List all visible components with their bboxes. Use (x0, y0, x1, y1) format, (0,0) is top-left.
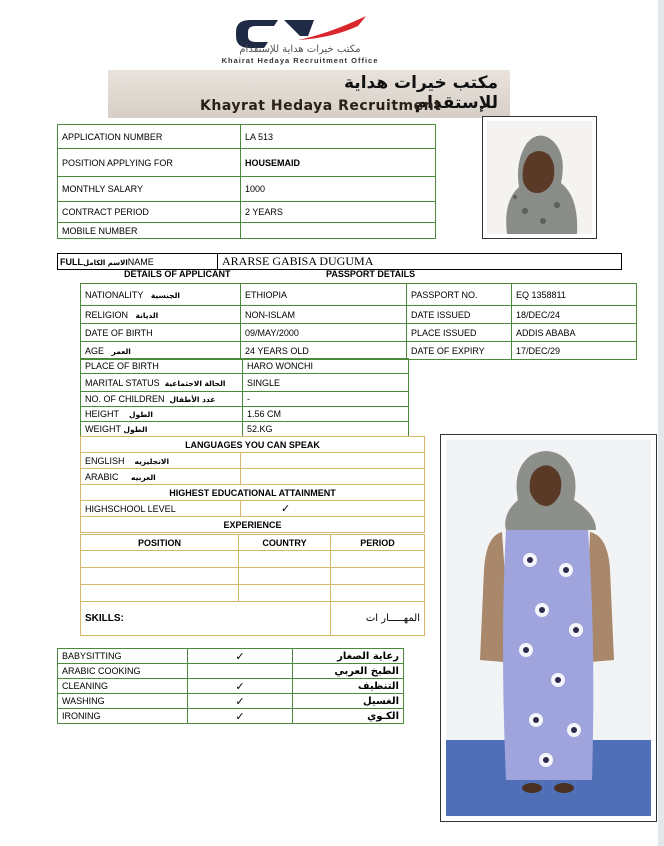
marital-label (81, 374, 243, 392)
skill-check (188, 664, 293, 679)
experience-cell (239, 585, 331, 602)
full-name-value: ARARSE GABISA DUGUMA (218, 254, 622, 270)
education-check: ✓ (241, 501, 425, 517)
skill-label: ARABIC COOKING (58, 664, 188, 679)
language-arabic-ar: العربيه (131, 472, 156, 482)
children-label (81, 392, 243, 407)
weight-label-en: WEIGHT (85, 424, 121, 434)
skill-check: ✓ (188, 679, 293, 694)
languages-experience-table (80, 436, 425, 533)
language-english-value (241, 453, 425, 469)
applicant-details-title: DETAILS OF APPLICANT (124, 269, 231, 279)
experience-country-header: COUNTRY (239, 535, 331, 551)
experience-row (81, 585, 425, 602)
full-body-image (446, 440, 651, 816)
experience-title: EXPERIENCE (81, 517, 425, 533)
full-name-label-en1: FULL (60, 256, 83, 267)
passport-details-title: PASSPORT DETAILS (326, 269, 416, 279)
skill-check: ✓ (188, 649, 293, 664)
language-english-ar: الانجليزيه (134, 456, 170, 466)
nationality-value: ETHIOPIA (241, 284, 407, 306)
details-row (81, 392, 409, 407)
religion-label-ar: الديانة (135, 310, 159, 320)
skill-label-ar: التنظيف (293, 679, 404, 694)
education-label: HIGHSCHOOL LEVEL (81, 501, 241, 517)
language-arabic-en: ARABIC (85, 471, 119, 482)
experience-cell (331, 568, 425, 585)
skills-title-ar: المهـــــار ات (331, 602, 425, 636)
skills-table (57, 648, 404, 724)
height-label (81, 407, 243, 422)
skill-row (58, 679, 404, 694)
personal-details-table (80, 358, 409, 437)
marital-label-en: MARITAL STATUS (85, 377, 160, 388)
expiry-value: 17/DEC/29 (512, 342, 637, 360)
salary-label: MONTHLY SALARY (58, 177, 241, 202)
experience-position-header: POSITION (81, 535, 239, 551)
experience-cell (331, 551, 425, 568)
banner-english-text: Khayrat Hedaya Recruitment (200, 98, 442, 114)
experience-period-header: PERIOD (331, 535, 425, 551)
application-row (58, 223, 436, 239)
languages-title: LANGUAGES YOU CAN SPEAK (81, 437, 425, 453)
full-name-table (57, 253, 622, 270)
nationality-label-ar: الجنسية (150, 290, 180, 300)
position-label: POSITION APPLYING FOR (58, 149, 241, 177)
religion-label (81, 306, 241, 324)
weight-value: 52.KG (243, 422, 409, 437)
mobile-label: MOBILE NUMBER (58, 223, 241, 239)
nationality-label (81, 284, 241, 306)
full-name-label (58, 254, 218, 270)
details-row (81, 324, 637, 342)
details-row (81, 359, 409, 374)
contract-label: CONTRACT PERIOD (58, 202, 241, 223)
date-issued-value: 18/DEC/24 (512, 306, 637, 324)
details-row (81, 342, 637, 360)
dob-value: 09/MAY/2000 (241, 324, 407, 342)
age-label-ar: العمر (111, 346, 131, 356)
skill-label: CLEANING (58, 679, 188, 694)
application-number-value: LA 513 (241, 125, 436, 149)
weight-label-ar: الطول (123, 425, 148, 434)
place-issued-label: PLACE ISSUED (407, 324, 512, 342)
experience-row (81, 568, 425, 585)
age-label (81, 342, 241, 360)
skill-row (58, 709, 404, 724)
skill-label: IRONING (58, 709, 188, 724)
experience-cell (81, 551, 239, 568)
header-banner (108, 70, 510, 118)
headshot-photo (482, 116, 597, 239)
place-issued-value: ADDIS ABABA (512, 324, 637, 342)
height-label-ar: الطول (129, 410, 153, 419)
religion-value: NON-ISLAM (241, 306, 407, 324)
religion-label-en: RELIGION (85, 309, 129, 320)
full-name-label-ar: الاسم الكامل (83, 258, 128, 267)
page-edge (658, 0, 664, 846)
age-value: 24 YEARS OLD (241, 342, 407, 360)
marital-value: SINGLE (243, 374, 409, 392)
skills-title: SKILLS: (81, 602, 331, 636)
language-row (81, 453, 425, 469)
passport-no-label: PASSPORT NO. (407, 284, 512, 306)
skill-row (58, 649, 404, 664)
application-row (58, 125, 436, 149)
details-row (81, 374, 409, 392)
skills-header-row (81, 602, 425, 636)
experience-cell (81, 585, 239, 602)
children-value: - (243, 392, 409, 407)
experience-table (80, 534, 425, 636)
language-row (81, 469, 425, 485)
skill-check: ✓ (188, 709, 293, 724)
skill-row (58, 664, 404, 679)
nationality-label-en: NATIONALITY (85, 289, 144, 300)
logo-arabic-text: مكتب خيرات هداية للإستقدام (239, 44, 361, 55)
experience-cell (239, 551, 331, 568)
education-title: HIGHEST EDUCATIONAL ATTAINMENT (81, 485, 425, 501)
weight-label (81, 422, 243, 437)
details-row (81, 306, 637, 324)
contract-value: 2 YEARS (241, 202, 436, 223)
skill-label: WASHING (58, 694, 188, 709)
height-value: 1.56 CM (243, 407, 409, 422)
date-issued-label: DATE ISSUED (407, 306, 512, 324)
salary-value: 1000 (241, 177, 436, 202)
skill-label-ar: الطبخ العربي (293, 664, 404, 679)
details-row (81, 284, 637, 306)
dob-label: DATE OF BIRTH (81, 324, 241, 342)
language-arabic-label (81, 469, 241, 485)
place-of-birth-value: HARO WONCHI (243, 359, 409, 374)
skill-row (58, 694, 404, 709)
application-row (58, 177, 436, 202)
passport-no-value: EQ 1358811 (512, 284, 637, 306)
expiry-label: DATE OF EXPIRY (407, 342, 512, 360)
application-row (58, 149, 436, 177)
experience-header-row (81, 535, 425, 551)
experience-cell (331, 585, 425, 602)
logo-english-text: Khairat Hedaya Recruitment Office (221, 56, 379, 65)
marital-label-ar: الحالة الاجتماعية (164, 378, 226, 388)
language-english-label (81, 453, 241, 469)
experience-cell (239, 568, 331, 585)
skill-label: BABYSITTING (58, 649, 188, 664)
headshot-image (487, 121, 592, 234)
experience-row (81, 551, 425, 568)
details-row (81, 422, 409, 437)
details-row (81, 407, 409, 422)
education-row (81, 501, 425, 517)
full-name-label-en2: NAME (127, 256, 154, 267)
application-row (58, 202, 436, 223)
children-label-ar: عدد الأطفال (169, 395, 216, 404)
height-label-en: HEIGHT (85, 409, 120, 419)
children-label-en: NO. OF CHILDREN (85, 394, 165, 404)
language-english-en: ENGLISH (85, 455, 125, 466)
position-value: HOUSEMAID (241, 149, 436, 177)
application-number-label: APPLICATION NUMBER (58, 125, 241, 149)
details-table (80, 283, 637, 360)
mobile-value (241, 223, 436, 239)
experience-cell (81, 568, 239, 585)
full-body-photo (440, 434, 657, 822)
skill-label-ar: الغسيل (293, 694, 404, 709)
application-table (57, 124, 436, 239)
age-label-en: AGE (85, 345, 105, 356)
skill-label-ar: الكـوي (293, 709, 404, 724)
skill-label-ar: رعاية الصغار (293, 649, 404, 664)
banner-arabic-text: مكتب خيرات هداية للإستقدام (344, 73, 498, 113)
place-of-birth-label: PLACE OF BIRTH (81, 359, 243, 374)
language-arabic-value (241, 469, 425, 485)
skill-check: ✓ (188, 694, 293, 709)
